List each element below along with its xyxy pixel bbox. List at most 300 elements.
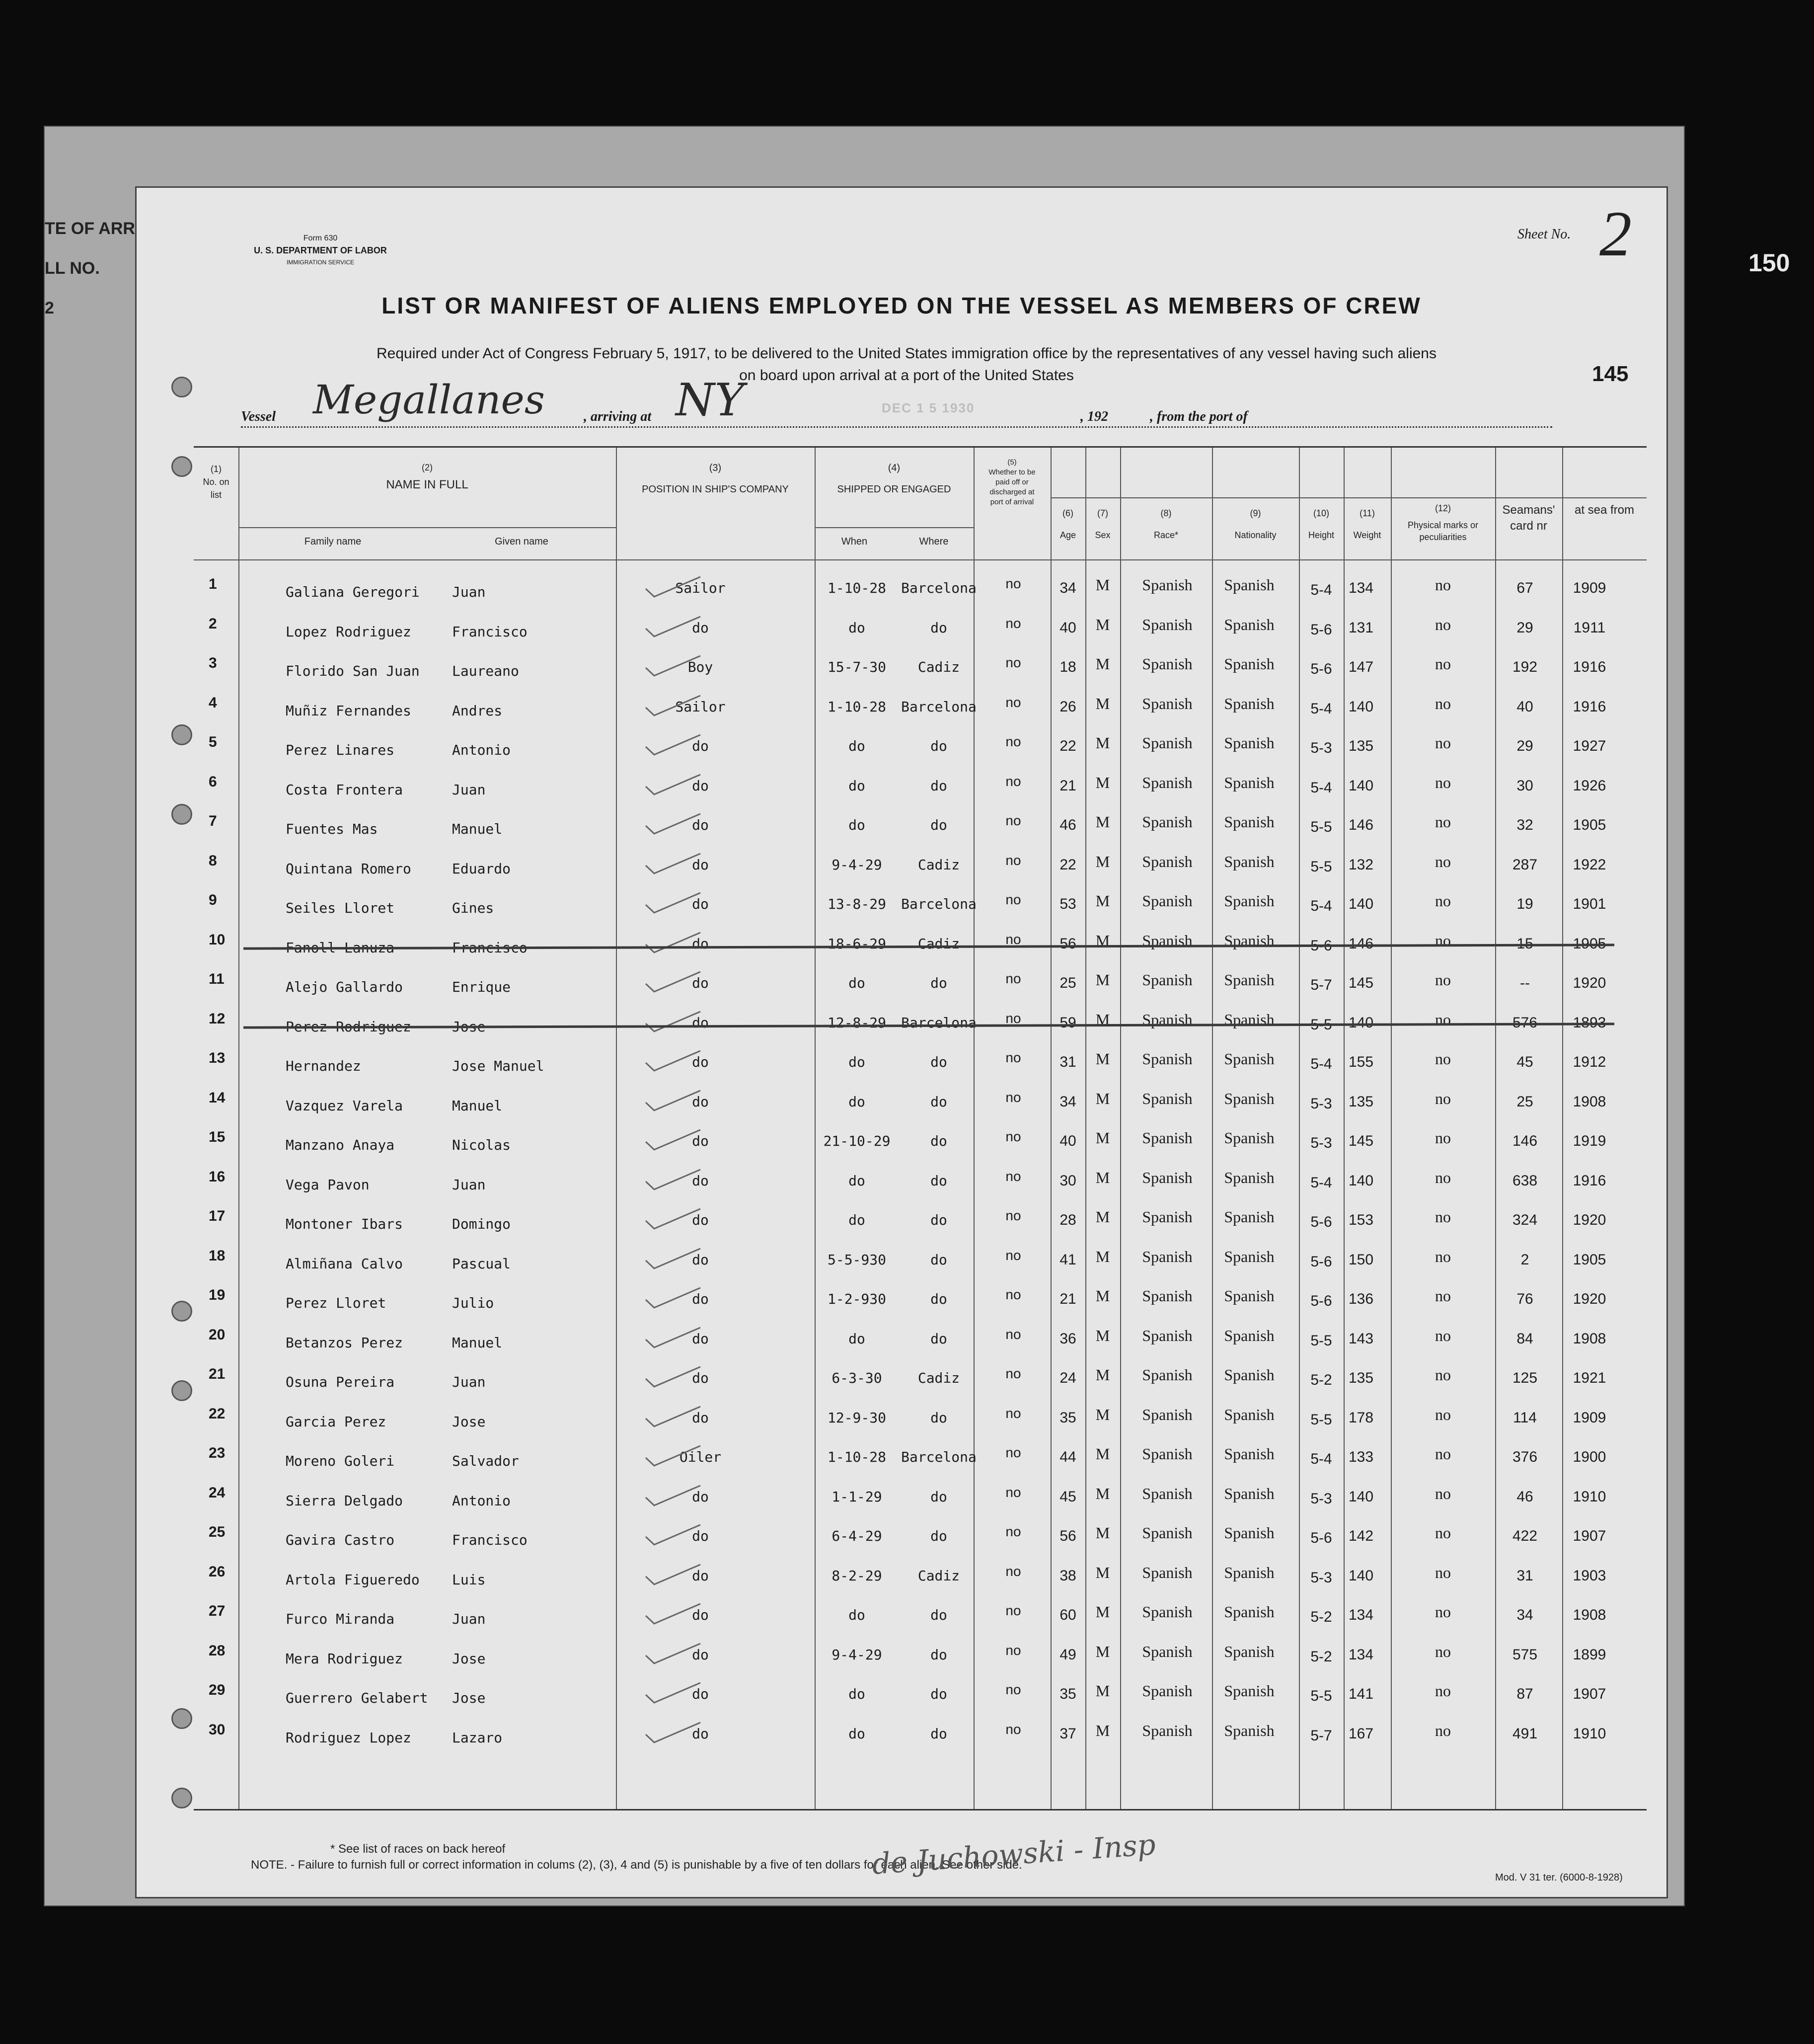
cell-row-number: 15 [209, 1129, 226, 1145]
cell-given-name: Jose [452, 1650, 486, 1667]
cell-seamans-card: 638 [1512, 1172, 1538, 1189]
cell-row-number: 22 [209, 1405, 226, 1422]
cell-age: 44 [1059, 1449, 1076, 1465]
cell-weight: 145 [1348, 975, 1374, 991]
cell-height: 5-3 [1310, 1135, 1332, 1151]
table-row [194, 691, 1647, 730]
cell-shipped-where: do [930, 777, 947, 794]
cell-given-name: Eduardo [452, 860, 511, 877]
cell-nationality: Spanish [1224, 1642, 1275, 1660]
cell-position: do [692, 1054, 709, 1070]
col-header-seamans-card: Seamans' card nr [1502, 503, 1555, 533]
cell-seamans-card: 25 [1516, 1093, 1533, 1110]
check-mark-icon [643, 852, 703, 876]
cell-shipped-where: do [930, 619, 947, 636]
cell-paid-off: no [1005, 1247, 1021, 1263]
cell-given-name: Manuel [452, 821, 503, 837]
cell-family-name: Fanoll Lanuza [286, 939, 395, 956]
cell-shipped-where: do [930, 1409, 947, 1426]
from-label: , from the port of [1150, 409, 1248, 424]
cell-family-name: Fuentes Mas [286, 821, 378, 837]
col-header-sex: (7) Sex [1095, 508, 1111, 540]
cell-race: Spanish [1142, 1010, 1193, 1028]
cell-given-name: Pascual [452, 1255, 511, 1272]
cell-given-name: Juan [452, 1176, 486, 1193]
vessel-name: Megallanes [313, 377, 545, 423]
subtitle-line: Required under Act of Congress February 5, 1917, to be delivered to the United States immigration office by the representatives of any vessel having such aliens [377, 345, 1436, 362]
cell-age: 22 [1059, 856, 1076, 873]
cell-position: do [692, 1409, 709, 1426]
cell-paid-off: no [1005, 1168, 1021, 1184]
cell-sex: M [1095, 1721, 1110, 1739]
punch-hole [171, 724, 192, 745]
cell-weight: 135 [1348, 1370, 1374, 1386]
cell-nationality: Spanish [1224, 1208, 1275, 1226]
cell-age: 18 [1059, 659, 1076, 675]
cell-sex: M [1095, 1326, 1110, 1344]
cell-shipped-where: do [930, 1528, 947, 1544]
cell-paid-off: no [1005, 1405, 1021, 1421]
cell-given-name: Luis [452, 1571, 486, 1588]
cell-family-name: Florido San Juan [286, 663, 420, 679]
cell-nationality: Spanish [1224, 971, 1275, 989]
cell-sex: M [1095, 1563, 1110, 1581]
check-mark-icon [643, 1563, 703, 1587]
cell-row-number: 24 [209, 1484, 226, 1501]
cell-family-name: Osuna Pereira [286, 1374, 395, 1390]
cell-paid-off: no [1005, 1682, 1021, 1697]
cell-position: do [692, 1607, 709, 1623]
cell-shipped-where: Barcelona [901, 896, 977, 912]
check-mark-icon [643, 1286, 703, 1311]
cell-weight: 150 [1348, 1251, 1374, 1268]
cell-position: do [692, 1528, 709, 1544]
cell-row-number: 28 [209, 1642, 226, 1659]
cell-height: 5-6 [1310, 1293, 1332, 1309]
cell-row-number: 30 [209, 1721, 226, 1738]
cell-nationality: Spanish [1224, 1524, 1275, 1542]
cell-row-number: 7 [209, 813, 217, 829]
cell-shipped-where: do [930, 1054, 947, 1070]
cell-height: 5-5 [1310, 1016, 1332, 1033]
cell-position: do [692, 1212, 709, 1228]
table-row [194, 809, 1647, 848]
cell-nationality: Spanish [1224, 852, 1275, 870]
table-row [194, 1441, 1647, 1480]
cell-nationality: Spanish [1224, 1405, 1275, 1423]
cell-nationality: Spanish [1224, 615, 1275, 633]
cell-race: Spanish [1142, 1603, 1193, 1621]
cell-position: do [692, 975, 709, 991]
col-header-race: (8) Race* [1153, 508, 1179, 540]
cell-weight: 178 [1348, 1409, 1374, 1426]
cell-sex: M [1095, 655, 1110, 673]
table-row [194, 730, 1647, 769]
cell-shipped-when: 1-10-28 [827, 1449, 886, 1465]
cell-shipped-when: 6-4-29 [831, 1528, 882, 1544]
check-mark-icon [643, 1128, 703, 1153]
table-row [194, 1165, 1647, 1204]
cell-position: do [692, 1251, 709, 1268]
cell-position: do [692, 1014, 709, 1031]
cell-paid-off: no [1005, 1050, 1021, 1065]
cell-seamans-card: 2 [1520, 1251, 1529, 1268]
table-row [194, 1402, 1647, 1441]
cell-paid-off: no [1005, 655, 1021, 670]
table-row [194, 1244, 1647, 1283]
cell-height: 5-5 [1310, 1688, 1332, 1704]
cell-family-name: Lopez Rodriguez [286, 623, 411, 640]
sheet-number: 2 [1599, 198, 1632, 270]
cell-weight: 140 [1348, 777, 1374, 794]
cell-height: 5-4 [1310, 779, 1332, 796]
table-row [194, 1678, 1647, 1717]
cell-age: 38 [1059, 1567, 1076, 1584]
cell-row-number: 14 [209, 1089, 226, 1106]
cell-age: 25 [1059, 975, 1076, 991]
cell-weight: 131 [1348, 619, 1374, 636]
cell-age: 21 [1059, 1291, 1076, 1307]
cell-at-sea-from: 1920 [1573, 1212, 1606, 1228]
cell-position: do [692, 1370, 709, 1386]
punch-hole [171, 1708, 192, 1729]
cell-weight: 146 [1348, 935, 1374, 952]
check-mark-icon [643, 1365, 703, 1390]
cell-shipped-where: Barcelona [901, 698, 977, 715]
cell-seamans-card: 30 [1516, 777, 1533, 794]
cell-seamans-card: -- [1520, 975, 1530, 991]
cell-age: 60 [1059, 1607, 1076, 1623]
cell-physical-marks: no [1435, 892, 1451, 910]
cell-paid-off: no [1005, 892, 1021, 907]
cell-race: Spanish [1142, 615, 1193, 633]
cell-shipped-when: do [848, 619, 865, 636]
cell-height: 5-2 [1310, 1372, 1332, 1388]
cell-physical-marks: no [1435, 1010, 1451, 1028]
col-header-weight: (11) Weight [1353, 508, 1381, 540]
check-mark-icon [643, 1602, 703, 1627]
cell-age: 24 [1059, 1370, 1076, 1386]
cell-physical-marks: no [1435, 1603, 1451, 1621]
cell-seamans-card: 192 [1512, 659, 1538, 675]
cell-shipped-when: do [848, 1725, 865, 1742]
col-header-where: Where [919, 536, 949, 547]
cell-position: do [692, 896, 709, 912]
cell-shipped-where: do [930, 1133, 947, 1149]
cell-family-name: Hernandez [286, 1058, 361, 1074]
cell-seamans-card: 67 [1516, 580, 1533, 596]
table-row [194, 1007, 1647, 1046]
cell-race: Spanish [1142, 1563, 1193, 1581]
cell-given-name: Antonio [452, 742, 511, 758]
arriving-port: NY [676, 374, 745, 426]
cell-physical-marks: no [1435, 1524, 1451, 1542]
cell-shipped-where: do [930, 1172, 947, 1189]
check-mark-icon [643, 1049, 703, 1074]
cell-shipped-when: 12-8-29 [827, 1014, 886, 1031]
cell-shipped-where: do [930, 1212, 947, 1228]
cell-position: do [692, 1725, 709, 1742]
table-row [194, 928, 1647, 967]
punch-hole [171, 456, 192, 477]
back-label: TE OF ARR [45, 219, 135, 238]
cell-nationality: Spanish [1224, 734, 1275, 752]
cell-race: Spanish [1142, 813, 1193, 831]
cell-nationality: Spanish [1224, 1326, 1275, 1344]
cell-age: 40 [1059, 619, 1076, 636]
cell-nationality: Spanish [1224, 1366, 1275, 1384]
cell-at-sea-from: 1905 [1573, 817, 1606, 833]
cell-shipped-where: do [930, 817, 947, 833]
cell-physical-marks: no [1435, 615, 1451, 633]
cell-sex: M [1095, 1010, 1110, 1028]
mod-number: Mod. V 31 ter. (6000-8-1928) [1495, 1872, 1623, 1883]
cell-race: Spanish [1142, 1405, 1193, 1423]
cell-physical-marks: no [1435, 852, 1451, 870]
cell-family-name: Guerrero Gelabert [286, 1690, 428, 1706]
cell-given-name: Juan [452, 781, 486, 798]
check-mark-icon [643, 1326, 703, 1350]
cell-nationality: Spanish [1224, 1010, 1275, 1028]
check-mark-icon [643, 970, 703, 995]
table-row [194, 1046, 1647, 1085]
inspector-signature: de Juchowski - Insp [871, 1827, 1157, 1881]
table-row [194, 1086, 1647, 1125]
cell-sex: M [1095, 1445, 1110, 1463]
cell-row-number: 19 [209, 1287, 226, 1303]
cell-position: do [692, 1133, 709, 1149]
table-row [194, 1125, 1647, 1164]
cell-row-number: 27 [209, 1603, 226, 1619]
table-row [194, 1639, 1647, 1678]
cell-age: 49 [1059, 1646, 1076, 1663]
cell-given-name: Juan [452, 1611, 486, 1627]
cell-given-name: Gines [452, 900, 494, 916]
cell-sex: M [1095, 1484, 1110, 1502]
cell-at-sea-from: 1903 [1573, 1567, 1606, 1584]
cell-weight: 133 [1348, 1449, 1374, 1465]
cell-position: Boy [687, 659, 713, 675]
cell-age: 59 [1059, 1014, 1076, 1031]
cell-position: Oiler [679, 1449, 722, 1465]
cell-weight: 140 [1348, 896, 1374, 912]
cell-seamans-card: 31 [1516, 1567, 1533, 1584]
cell-sex: M [1095, 694, 1110, 712]
cell-weight: 136 [1348, 1291, 1374, 1307]
cell-physical-marks: no [1435, 1563, 1451, 1581]
cell-sex: M [1095, 892, 1110, 910]
cell-race: Spanish [1142, 1682, 1193, 1700]
cell-given-name: Manuel [452, 1334, 503, 1351]
cell-row-number: 13 [209, 1050, 226, 1066]
cell-at-sea-from: 1916 [1573, 659, 1606, 675]
col-header-shipped: (4) SHIPPED OR ENGAGED [837, 463, 951, 495]
check-mark-icon [643, 1484, 703, 1508]
cell-shipped-when: do [848, 1172, 865, 1189]
cell-race: Spanish [1142, 655, 1193, 673]
cell-position: do [692, 619, 709, 636]
cell-at-sea-from: 1908 [1573, 1093, 1606, 1110]
cell-age: 34 [1059, 580, 1076, 596]
cell-height: 5-4 [1310, 582, 1332, 598]
cell-position: do [692, 1567, 709, 1584]
date-stamp: DEC 1 5 1930 [882, 400, 975, 415]
cell-row-number: 11 [209, 971, 225, 987]
cell-shipped-where: Barcelona [901, 1014, 977, 1031]
cell-sex: M [1095, 773, 1110, 791]
cell-physical-marks: no [1435, 1721, 1451, 1739]
cell-race: Spanish [1142, 1484, 1193, 1502]
cell-seamans-card: 87 [1516, 1686, 1533, 1702]
cell-nationality: Spanish [1224, 1563, 1275, 1581]
check-mark-icon [643, 931, 703, 955]
cell-physical-marks: no [1435, 734, 1451, 752]
cell-race: Spanish [1142, 852, 1193, 870]
check-mark-icon [643, 654, 703, 679]
cell-physical-marks: no [1435, 1405, 1451, 1423]
col-header-age: (6) Age [1059, 508, 1076, 540]
cell-sex: M [1095, 1405, 1110, 1423]
table-row [194, 1204, 1647, 1243]
cell-physical-marks: no [1435, 1287, 1451, 1305]
cell-family-name: Almiñana Calvo [286, 1255, 403, 1272]
cell-physical-marks: no [1435, 576, 1451, 594]
cell-shipped-where: Cadiz [917, 1567, 960, 1584]
cell-sex: M [1095, 1208, 1110, 1226]
cell-race: Spanish [1142, 1247, 1193, 1265]
cell-race: Spanish [1142, 1050, 1193, 1068]
cell-race: Spanish [1142, 576, 1193, 594]
cell-seamans-card: 15 [1516, 935, 1533, 952]
cell-sex: M [1095, 1287, 1110, 1305]
cell-shipped-where: do [930, 1488, 947, 1505]
cell-height: 5-4 [1310, 1056, 1332, 1072]
cell-shipped-where: do [930, 1330, 947, 1347]
col-header-nationality: (9) Nationality [1234, 508, 1277, 540]
cell-row-number: 12 [209, 1010, 226, 1027]
cell-position: do [692, 1291, 709, 1307]
cell-weight: 134 [1348, 580, 1374, 596]
cell-row-number: 6 [209, 773, 217, 790]
cell-shipped-where: Cadiz [917, 856, 960, 873]
cell-nationality: Spanish [1224, 1445, 1275, 1463]
cell-given-name: Salvador [452, 1453, 519, 1469]
cell-seamans-card: 125 [1512, 1370, 1538, 1386]
cell-given-name: Jose Manuel [452, 1058, 544, 1074]
cell-at-sea-from: 1916 [1573, 698, 1606, 715]
punch-hole [171, 1788, 192, 1808]
cell-age: 22 [1059, 738, 1076, 754]
cell-shipped-when: 1-10-28 [827, 580, 886, 596]
cell-at-sea-from: 1920 [1573, 1291, 1606, 1307]
cell-weight: 145 [1348, 1133, 1374, 1149]
cell-shipped-where: Cadiz [917, 1370, 960, 1386]
cell-seamans-card: 32 [1516, 817, 1533, 833]
cell-paid-off: no [1005, 1524, 1021, 1539]
cell-weight: 132 [1348, 856, 1374, 873]
race-note: * See list of races on back hereof [330, 1842, 506, 1856]
check-mark-icon [643, 1207, 703, 1232]
cell-physical-marks: no [1435, 1366, 1451, 1384]
stamp-number: 150 [1748, 249, 1790, 277]
cell-height: 5-6 [1310, 1253, 1332, 1270]
cell-seamans-card: 46 [1516, 1488, 1533, 1505]
cell-given-name: Nicolas [452, 1137, 511, 1153]
cell-physical-marks: no [1435, 1247, 1451, 1265]
cell-shipped-when: do [848, 777, 865, 794]
cell-race: Spanish [1142, 694, 1193, 712]
cell-race: Spanish [1142, 734, 1193, 752]
cell-shipped-when: do [848, 1607, 865, 1623]
cell-at-sea-from: 1920 [1573, 975, 1606, 991]
cell-paid-off: no [1005, 1129, 1021, 1144]
cell-paid-off: no [1005, 1208, 1021, 1223]
col-header-family: Family name [304, 536, 362, 547]
col-header-marks: (12) Physical marks or peculiarities [1407, 503, 1479, 542]
check-mark-icon [643, 1010, 703, 1034]
cell-paid-off: no [1005, 1445, 1021, 1460]
check-mark-icon [643, 575, 703, 600]
cell-sex: M [1095, 1247, 1110, 1265]
check-mark-icon [643, 1168, 703, 1192]
cell-shipped-when: 1-2-930 [827, 1291, 886, 1307]
cell-shipped-where: do [930, 738, 947, 754]
check-mark-icon [643, 812, 703, 837]
cell-nationality: Spanish [1224, 1287, 1275, 1305]
cell-shipped-when: 9-4-29 [831, 1646, 882, 1663]
cell-family-name: Montoner Ibars [286, 1216, 403, 1232]
cell-physical-marks: no [1435, 1326, 1451, 1344]
cell-shipped-when: 5-5-930 [827, 1251, 886, 1268]
cell-given-name: Laureano [452, 663, 519, 679]
cell-position: do [692, 817, 709, 833]
check-mark-icon [643, 1523, 703, 1548]
cell-family-name: Gavira Castro [286, 1532, 395, 1548]
cell-family-name: Vazquez Varela [286, 1097, 403, 1114]
cell-height: 5-4 [1310, 1174, 1332, 1191]
punch-hole [171, 804, 192, 825]
cell-race: Spanish [1142, 931, 1193, 949]
cell-age: 56 [1059, 935, 1076, 952]
cell-age: 30 [1059, 1172, 1076, 1189]
cell-given-name: Manuel [452, 1097, 503, 1114]
cell-row-number: 18 [209, 1247, 226, 1264]
check-mark-icon [643, 1444, 703, 1469]
cell-given-name: Francisco [452, 1532, 528, 1548]
cell-sex: M [1095, 852, 1110, 870]
cell-sex: M [1095, 1524, 1110, 1542]
cell-at-sea-from: 1909 [1573, 1409, 1606, 1426]
cell-given-name: Jose [452, 1018, 486, 1035]
check-mark-icon [643, 1089, 703, 1113]
cell-shipped-when: do [848, 1686, 865, 1702]
department: U. S. DEPARTMENT OF LABOR [254, 245, 387, 255]
cell-physical-marks: no [1435, 1682, 1451, 1700]
cell-shipped-when: do [848, 738, 865, 754]
cell-sex: M [1095, 1366, 1110, 1384]
cell-paid-off: no [1005, 1603, 1021, 1618]
cell-sex: M [1095, 1682, 1110, 1700]
cell-position: do [692, 1172, 709, 1189]
cell-age: 40 [1059, 1133, 1076, 1149]
table-row [194, 1718, 1647, 1757]
cell-paid-off: no [1005, 615, 1021, 631]
footer-note: NOTE. - Failure to furnish full or correct information in colums (2), (3), 4 and (5) is punishable by a five of ten dollars for each alien. See other side. [251, 1858, 1022, 1872]
cell-family-name: Costa Frontera [286, 781, 403, 798]
cell-shipped-when: 13-8-29 [827, 896, 886, 912]
cell-shipped-when: 1-1-29 [831, 1488, 882, 1505]
back-sheet-left-labels [45, 209, 135, 328]
